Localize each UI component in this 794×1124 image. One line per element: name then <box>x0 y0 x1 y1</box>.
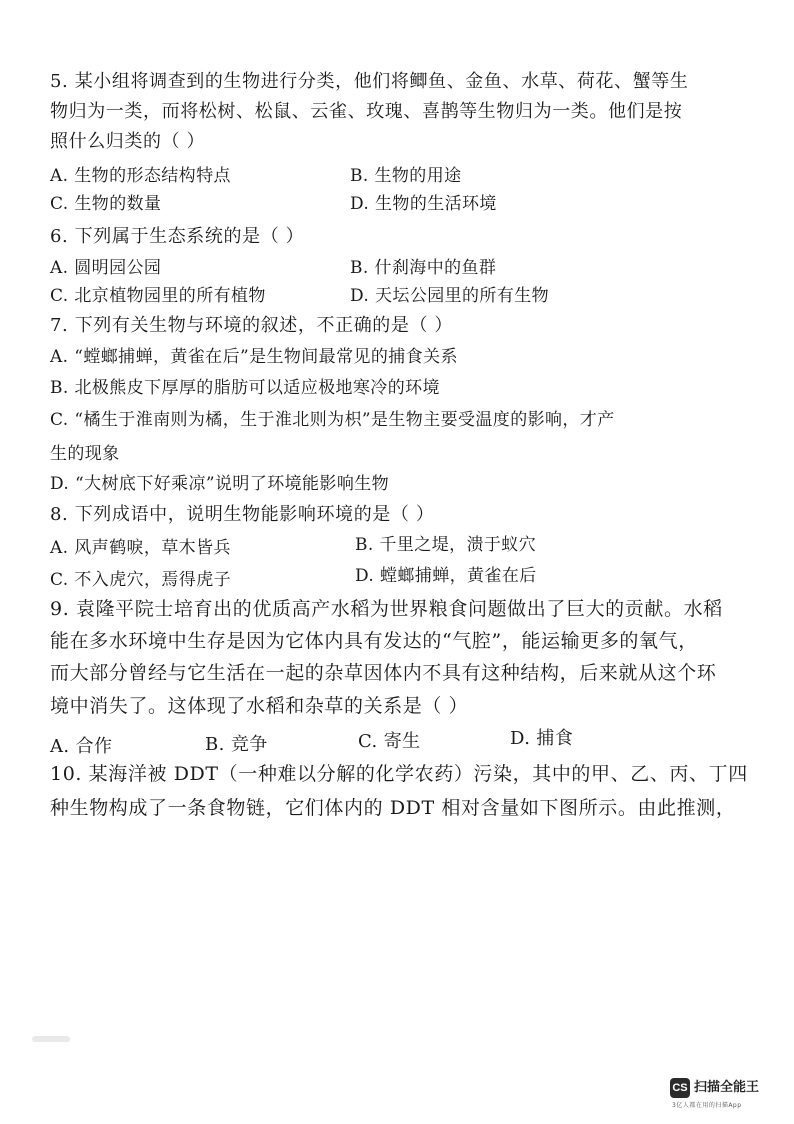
q6-option-a: A. 圆明园公园 <box>50 258 162 278</box>
q6-option-c: C. 北京植物园里的所有植物 <box>50 286 266 306</box>
watermark-tagline: 3亿人都在用的扫描App <box>672 1102 742 1109</box>
q7-option-d: D. “大树底下好乘凉”说明了环境能影响生物 <box>50 474 390 494</box>
q8-option-d: D. 螳螂捕蝉，黄雀在后 <box>355 566 537 586</box>
camscanner-logo-icon: CS <box>670 1078 690 1098</box>
q9-option-d: D. 捕食 <box>510 728 574 749</box>
q8-option-c: C. 不入虎穴，焉得虎子 <box>50 570 232 590</box>
q5-option-d: D. 生物的生活环境 <box>350 194 497 214</box>
q5-option-a: A. 生物的形态结构特点 <box>50 166 231 186</box>
q7-option-c-line-2: 生的现象 <box>50 444 120 464</box>
q9-option-b: B. 竞争 <box>205 734 268 755</box>
q5-line-3: 照什么归类的（ ） <box>50 131 206 152</box>
q5-line-1: 5. 某小组将调查到的生物进行分类，他们将鲫鱼、金鱼、水草、荷花、蟹等生 <box>50 71 689 92</box>
q6-option-d: D. 天坛公园里的所有生物 <box>350 286 550 306</box>
q8-option-b: B. 千里之堤，溃于蚁穴 <box>355 535 537 555</box>
q9-option-c: C. 寄生 <box>358 731 421 752</box>
scan-smudge <box>32 1036 70 1042</box>
q10-line-2: 种生物构成了一条食物链，它们体内的 DDT 相对含量如下图所示。由此推测， <box>50 797 736 819</box>
watermark-app-name: 扫描全能王 <box>694 1080 760 1095</box>
q8-option-a: A. 风声鹤唳，草木皆兵 <box>50 538 231 558</box>
q10-line-1: 10. 某海洋被 DDT（一种难以分解的化学农药）污染，其中的甲、乙、丙、丁四 <box>50 763 748 785</box>
q5-option-c: C. 生物的数量 <box>50 194 162 214</box>
scanner-watermark <box>670 1076 780 1112</box>
q5-line-2: 物归为一类，而将松树、松鼠、云雀、玫瑰、喜鹊等生物归为一类。他们是按 <box>50 101 683 122</box>
q9-option-a: A. 合作 <box>50 736 113 757</box>
q9-line-4: 境中消失了。这体现了水稻和杂草的关系是（ ） <box>50 695 469 717</box>
q7-stem: 7. 下列有关生物与环境的叙述，不正确的是（ ） <box>50 315 454 336</box>
q6-stem: 6. 下列属于生态系统的是（ ） <box>50 226 305 247</box>
q9-line-2: 能在多水环境中生存是因为它体内具有发达的“气腔”，能运输更多的氧气， <box>50 630 698 652</box>
q5-option-b: B. 生物的用途 <box>350 166 462 186</box>
q8-stem: 8. 下列成语中，说明生物能影响环境的是（ ） <box>50 504 435 525</box>
q9-line-3: 而大部分曾经与它生活在一起的杂草因体内不具有这种结构，后来就从这个环 <box>50 662 717 684</box>
q9-line-1: 9. 袁隆平院士培育出的优质高产水稻为世界粮食问题做出了巨大的贡献。水稻 <box>50 598 723 620</box>
q6-option-b: B. 什刹海中的鱼群 <box>350 258 497 278</box>
q7-option-c-line-1: C. “橘生于淮南则为橘，生于淮北则为枳”是生物主要受温度的影响，才产 <box>50 410 615 430</box>
q7-option-b: B. 北极熊皮下厚厚的脂肪可以适应极地寒冷的环境 <box>50 378 440 398</box>
q7-option-a: A. “螳螂捕蝉，黄雀在后”是生物间最常见的捕食关系 <box>50 347 458 367</box>
